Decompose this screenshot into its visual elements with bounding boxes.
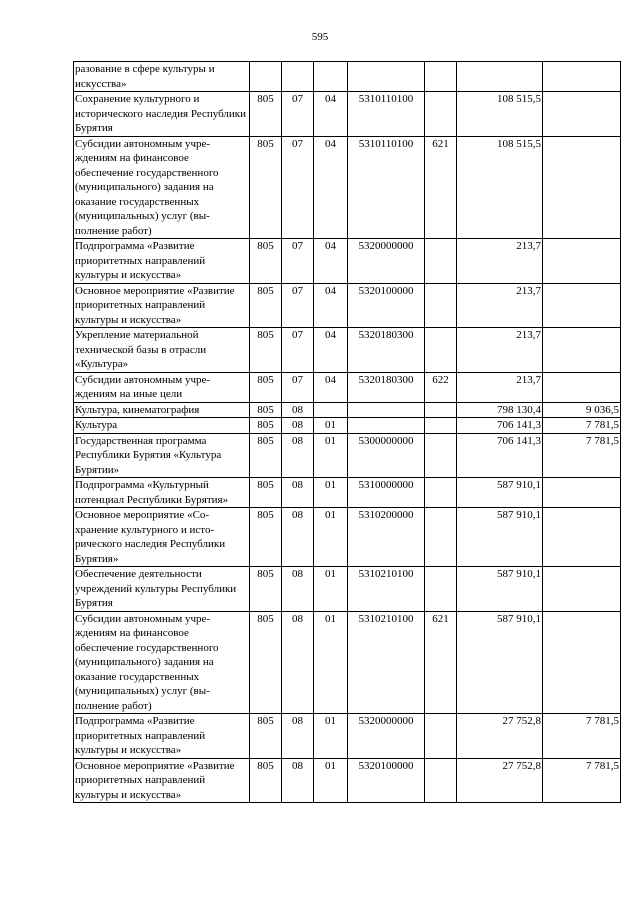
target-article-cell: 5310210100	[348, 611, 425, 714]
amount-cell: 213,7	[457, 283, 543, 328]
target-article-cell: 5320000000	[348, 239, 425, 284]
subsection-code-cell: 01	[314, 567, 348, 612]
federal-amount-cell	[543, 508, 621, 567]
amount-cell: 706 141,3	[457, 418, 543, 434]
item-name-cell: Подпрограмма «Развитие приоритетных направлений культуры и искусства»	[74, 714, 250, 759]
expense-type-cell	[425, 758, 457, 803]
section-code-cell: 07	[282, 372, 314, 402]
expense-type-cell	[425, 283, 457, 328]
ministry-code-cell: 805	[250, 567, 282, 612]
item-name-cell: Культура, кинематография	[74, 402, 250, 418]
target-article-cell: 5320180300	[348, 328, 425, 373]
section-code-cell: 07	[282, 283, 314, 328]
section-code-cell: 08	[282, 714, 314, 759]
ministry-code-cell	[250, 62, 282, 92]
expense-type-cell	[425, 567, 457, 612]
target-article-cell: 5320180300	[348, 372, 425, 402]
item-name-cell: Подпрограмма «Развитие приоритетных направлений культуры и искусства»	[74, 239, 250, 284]
amount-cell: 108 515,5	[457, 136, 543, 239]
federal-amount-cell	[543, 372, 621, 402]
table-row	[74, 372, 621, 402]
target-article-cell	[348, 418, 425, 434]
table-row	[74, 283, 621, 328]
federal-amount-cell	[543, 611, 621, 714]
ministry-code-cell: 805	[250, 328, 282, 373]
item-name-cell: Основное мероприятие «Сохранение культурного и исторического наследия Республики Бурятия»	[74, 508, 250, 567]
section-code-cell: 08	[282, 567, 314, 612]
target-article-cell: 5300000000	[348, 433, 425, 478]
section-code-cell: 07	[282, 136, 314, 239]
section-code-cell: 07	[282, 92, 314, 137]
amount-cell: 798 130,4	[457, 402, 543, 418]
ministry-code-cell: 805	[250, 508, 282, 567]
page-number: 595	[311, 31, 329, 43]
item-name-cell: Укрепление материальной технической базы в отрасли «Культура»	[74, 328, 250, 373]
ministry-code-cell: 805	[250, 418, 282, 434]
ministry-code-cell: 805	[250, 433, 282, 478]
expense-type-cell	[425, 92, 457, 137]
federal-amount-cell: 9 036,5	[543, 402, 621, 418]
subsection-code-cell: 01	[314, 714, 348, 759]
ministry-code-cell: 805	[250, 239, 282, 284]
table-row	[74, 92, 621, 137]
amount-cell: 587 910,1	[457, 508, 543, 567]
section-code-cell: 07	[282, 239, 314, 284]
expense-type-cell	[425, 508, 457, 567]
section-code-cell: 08	[282, 611, 314, 714]
expense-type-cell	[425, 328, 457, 373]
federal-amount-cell: 7 781,5	[543, 714, 621, 759]
target-article-cell: 5310210100	[348, 567, 425, 612]
ministry-code-cell: 805	[250, 372, 282, 402]
federal-amount-cell	[543, 567, 621, 612]
target-article-cell: 5310200000	[348, 508, 425, 567]
target-article-cell	[348, 402, 425, 418]
subsection-code-cell: 01	[314, 418, 348, 434]
item-name-cell: Сохранение культурного и исторического наследия Республики Бурятия	[74, 92, 250, 137]
section-code-cell: 08	[282, 433, 314, 478]
ministry-code-cell: 805	[250, 758, 282, 803]
table-row	[74, 402, 621, 418]
federal-amount-cell	[543, 239, 621, 284]
ministry-code-cell: 805	[250, 478, 282, 508]
amount-cell: 587 910,1	[457, 567, 543, 612]
item-name-cell: разование в сфере культуры и искусства»	[74, 62, 250, 92]
federal-amount-cell	[543, 328, 621, 373]
target-article-cell: 5320100000	[348, 283, 425, 328]
expense-type-cell	[425, 433, 457, 478]
expense-type-cell	[425, 402, 457, 418]
subsection-code-cell	[314, 402, 348, 418]
subsection-code-cell: 04	[314, 328, 348, 373]
target-article-cell: 5310110100	[348, 92, 425, 137]
subsection-code-cell	[314, 62, 348, 92]
target-article-cell: 5320000000	[348, 714, 425, 759]
expense-type-cell: 621	[425, 611, 457, 714]
table-row	[74, 62, 621, 92]
amount-cell	[457, 62, 543, 92]
section-code-cell: 08	[282, 402, 314, 418]
target-article-cell: 5310000000	[348, 478, 425, 508]
table-row	[74, 239, 621, 284]
target-article-cell: 5310110100	[348, 136, 425, 239]
table-row	[74, 328, 621, 373]
federal-amount-cell	[543, 478, 621, 508]
expense-type-cell	[425, 62, 457, 92]
expense-type-cell: 621	[425, 136, 457, 239]
table-row	[74, 418, 621, 434]
section-code-cell	[282, 62, 314, 92]
table-row	[74, 714, 621, 759]
expense-type-cell	[425, 239, 457, 284]
amount-cell: 213,7	[457, 239, 543, 284]
amount-cell: 213,7	[457, 328, 543, 373]
expense-type-cell	[425, 478, 457, 508]
expense-type-cell	[425, 714, 457, 759]
item-name-cell: Основное мероприятие «Развитие приоритетных направлений культуры и искусства»	[74, 758, 250, 803]
section-code-cell: 08	[282, 508, 314, 567]
amount-cell: 706 141,3	[457, 433, 543, 478]
item-name-cell: Основное мероприятие «Развитие приоритетных направлений культуры и искусства»	[74, 283, 250, 328]
section-code-cell: 08	[282, 758, 314, 803]
expense-type-cell: 622	[425, 372, 457, 402]
amount-cell: 587 910,1	[457, 478, 543, 508]
item-name-cell: Обеспечение деятельности учреждений культуры Республики Бурятия	[74, 567, 250, 612]
ministry-code-cell: 805	[250, 92, 282, 137]
subsection-code-cell: 04	[314, 283, 348, 328]
item-name-cell: Культура	[74, 418, 250, 434]
subsection-code-cell: 01	[314, 611, 348, 714]
target-article-cell	[348, 62, 425, 92]
item-name-cell: Субсидии автономным учреждениям на финансовое обеспечение государственного (муниципального) задания на оказание государственных (муниципальных) услуг (выполнение работ)	[74, 136, 250, 239]
amount-cell: 27 752,8	[457, 758, 543, 803]
ministry-code-cell: 805	[250, 402, 282, 418]
ministry-code-cell: 805	[250, 714, 282, 759]
table-row	[74, 567, 621, 612]
subsection-code-cell: 01	[314, 508, 348, 567]
section-code-cell: 07	[282, 328, 314, 373]
federal-amount-cell: 7 781,5	[543, 758, 621, 803]
subsection-code-cell: 04	[314, 92, 348, 137]
table-row	[74, 508, 621, 567]
section-code-cell: 08	[282, 418, 314, 434]
amount-cell: 213,7	[457, 372, 543, 402]
amount-cell: 587 910,1	[457, 611, 543, 714]
ministry-code-cell: 805	[250, 136, 282, 239]
federal-amount-cell	[543, 283, 621, 328]
table-row	[74, 433, 621, 478]
item-name-cell: Субсидии автономным учреждениям на иные цели	[74, 372, 250, 402]
item-name-cell: Субсидии автономным учреждениям на финансовое обеспечение государственного (муниципального) задания на оказание государственных (муниципальных) услуг (выполнение работ)	[74, 611, 250, 714]
item-name-cell: Государственная программа Республики Бурятия «Культура Бурятии»	[74, 433, 250, 478]
item-name-cell: Подпрограмма «Культурный потенциал Республики Бурятия»	[74, 478, 250, 508]
budget-table	[73, 61, 621, 803]
subsection-code-cell: 04	[314, 372, 348, 402]
table-row	[74, 611, 621, 714]
subsection-code-cell: 01	[314, 433, 348, 478]
subsection-code-cell: 01	[314, 478, 348, 508]
federal-amount-cell	[543, 92, 621, 137]
federal-amount-cell	[543, 62, 621, 92]
ministry-code-cell: 805	[250, 283, 282, 328]
ministry-code-cell: 805	[250, 611, 282, 714]
target-article-cell: 5320100000	[348, 758, 425, 803]
federal-amount-cell: 7 781,5	[543, 433, 621, 478]
table-row	[74, 478, 621, 508]
amount-cell: 108 515,5	[457, 92, 543, 137]
table-row	[74, 136, 621, 239]
table-row	[74, 758, 621, 803]
federal-amount-cell	[543, 136, 621, 239]
amount-cell: 27 752,8	[457, 714, 543, 759]
federal-amount-cell: 7 781,5	[543, 418, 621, 434]
section-code-cell: 08	[282, 478, 314, 508]
subsection-code-cell: 04	[314, 239, 348, 284]
subsection-code-cell: 04	[314, 136, 348, 239]
expense-type-cell	[425, 418, 457, 434]
subsection-code-cell: 01	[314, 758, 348, 803]
